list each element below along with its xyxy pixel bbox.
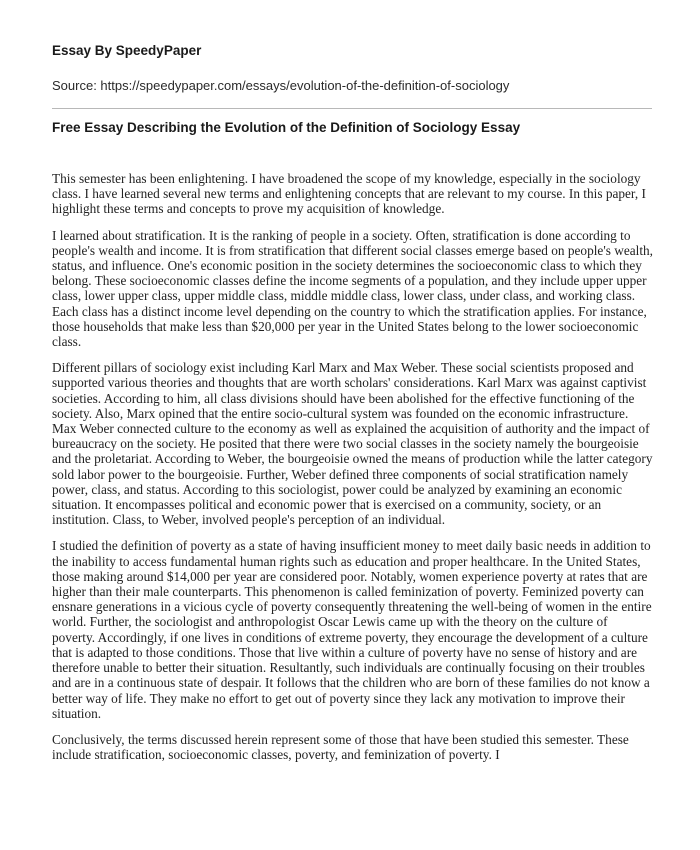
paragraph: I learned about stratification. It is the ranking of people in a society. Often, stratification is done according to people's wealth and income. It is from stratification that different social classes emerge based on people's wealth, status, and influence. One's economic position in the society determines the socioeconomic class to which they belong. These socioeconomic classes define the income segments of a population, and they include upper upper class, lower upper class, upper middle class, middle middle class, lower class, under class, and working class. Each class has a distinct income level depending on the country to which the stratification applies. For instance, those households that make less than $20,000 per year in the United States belong to the lower socioeconomic class. (52, 227, 653, 350)
paragraph: Conclusively, the terms discussed herein represent some of those that have been studied this semester. These include stratification, socioeconomic classes, poverty, and feminization of poverty. I (52, 731, 629, 763)
paragraph: This semester has been enlightening. I have broadened the scope of my knowledge, especially in the sociology class. I have learned several new terms and enlightening concepts that are relevant to my course. In this paper, I highlight these terms and concepts to prove my acquisition of knowledge. (52, 171, 646, 217)
paragraph: I studied the definition of poverty as a state of having insufficient money to meet daily basic needs in addition to the inability to access fundamental human rights such as education and proper healthcare. In the United States, those making around $14,000 per year are considered poor. Notably, women experience poverty at rates that are higher than their male counterparts. This phenomenon is called feminization of poverty. Feminized poverty can ensnare generations in a vicious cycle of poverty consequently threatening the well-being of women in the entire world. Further, the sociologist and anthropologist Oscar Lewis came up with the theory on the culture of poverty. Accordingly, if one lives in conditions of extreme poverty, they encourage the development of a culture that is adapted to those conditions. Those that live within a culture of poverty have no sense of history and are therefore unable to better their situation. Resultantly, such individuals are continually focusing on their troubles and are in a continuous state of despair. It follows that the children who are born of these families do not know a better way of life. They make no effort to get out of poverty since they lack any motivation to improve their situation. (52, 538, 652, 721)
site-title: Essay By SpeedyPaper (52, 43, 202, 58)
header-divider (52, 108, 652, 109)
source-line: Source: https://speedypaper.com/essays/evolution-of-the-definition-of-sociology (52, 78, 510, 93)
paragraph: Different pillars of sociology exist including Karl Marx and Max Weber. These social scientists proposed and supported various theories and thoughts that are worth scholars' considerations. Karl Marx was against captivist societies. According to him, all class divisions should have been abolished for the effective functioning of the society. Also, Marx opined that the entire socio-cultural system was founded on the economic infrastructure. Max Weber connected culture to the economy as well as explained the acquisition of authority and the impact of bureaucracy on the society. He posited that there were two social classes in the society namely the bourgeoisie and the proletariat. According to Weber, the bourgeoisie owned the means of production while the latter category sold labor power to the bourgeoisie. Further, Weber defined three components of social stratification namely power, class, and status. According to this sociologist, power could be analyzed by examining an economic situation. It encompasses political and economic power that is exercised on a community, society, or an institution. Class, to Weber, involved people's perception of an individual. (52, 360, 653, 528)
document-header (52, 42, 652, 95)
essay-body (52, 171, 653, 773)
essay-title: Free Essay Describing the Evolution of the Definition of Sociology Essay (52, 120, 521, 135)
